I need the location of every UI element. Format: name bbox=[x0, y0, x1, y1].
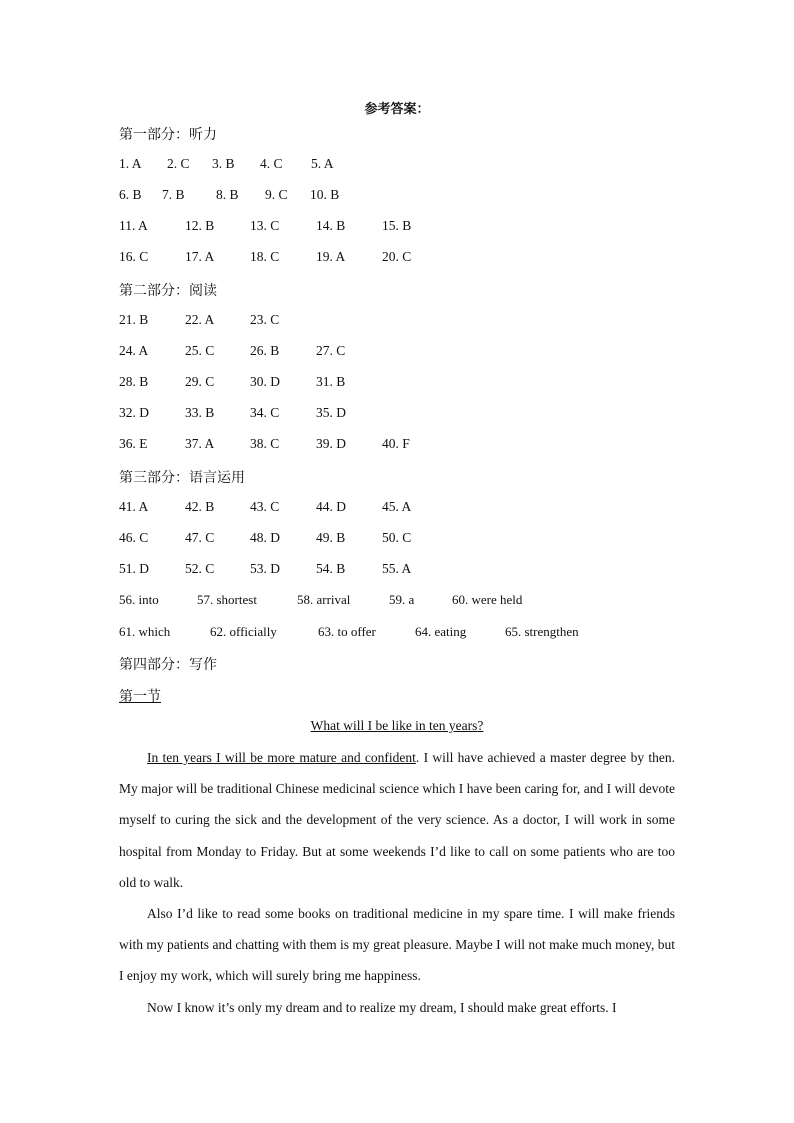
answer-item: 48. D bbox=[250, 530, 280, 545]
answer-item: 46. C bbox=[119, 530, 149, 545]
answer-item: 10. B bbox=[310, 187, 340, 202]
part4-heading: 第四部分：写作 bbox=[119, 657, 217, 673]
answer-item: 13. C bbox=[250, 218, 280, 233]
answer-item: 49. B bbox=[316, 530, 346, 545]
answer-item: 53. D bbox=[250, 561, 280, 576]
answer-item: 58. arrival bbox=[297, 592, 351, 607]
part1-heading: 第一部分：听力 bbox=[119, 127, 217, 143]
answer-item: 30. D bbox=[250, 374, 280, 389]
answer-item: 42. B bbox=[185, 499, 215, 514]
answer-item: 32. D bbox=[119, 405, 149, 420]
essay-paragraph-text: . I will have achieved a master degree by then. My major will be traditional Chinese medicinal science which I have been caring for, and I will devote myself to curing the sick and the development of the very science. As a doctor, I will work in some hospital from Monday to Friday. But at some weekends I’d like to call on some patients who are too old to walk. bbox=[119, 750, 676, 890]
answer-item: 27. C bbox=[316, 343, 346, 358]
answer-item: 52. C bbox=[185, 561, 215, 576]
answer-item: 63. to offer bbox=[318, 624, 376, 639]
answer-item: 65. strengthen bbox=[505, 624, 579, 639]
essay-paragraph: Also I’d like to read some books on traditional medicine in my spare time. I will make friends with my patients and chatting with them is my great pleasure. Maybe I will not make much money, but I enjoy my work, which will surely bring me happiness. bbox=[119, 906, 675, 984]
answer-item: 62. officially bbox=[210, 624, 277, 639]
answer-item: 24. A bbox=[119, 343, 149, 358]
part3-heading: 第三部分：语言运用 bbox=[119, 470, 245, 486]
answer-item: 47. C bbox=[185, 530, 215, 545]
essay-title: What will I be like in ten years? bbox=[310, 718, 484, 733]
answer-item: 12. B bbox=[185, 218, 215, 233]
answer-item: 64. eating bbox=[415, 624, 467, 639]
answer-item: 61. which bbox=[119, 624, 171, 639]
answer-item: 15. B bbox=[382, 218, 412, 233]
answer-item: 21. B bbox=[119, 312, 149, 327]
answer-item: 8. B bbox=[216, 187, 239, 202]
answer-item: 5. A bbox=[311, 156, 334, 171]
essay-paragraph bbox=[119, 742, 675, 898]
answer-item: 31. B bbox=[316, 374, 346, 389]
answer-item: 11. A bbox=[119, 218, 148, 233]
answer-item: 55. A bbox=[382, 561, 412, 576]
answer-item: 43. C bbox=[250, 499, 280, 514]
answer-item: 16. C bbox=[119, 249, 149, 264]
answer-item: 38. C bbox=[250, 436, 280, 451]
answer-item: 14. B bbox=[316, 218, 346, 233]
answer-item: 1. A bbox=[119, 156, 142, 171]
answer-item: 36. E bbox=[119, 436, 148, 451]
answer-item: 4. C bbox=[260, 156, 283, 171]
answer-item: 7. B bbox=[162, 187, 185, 202]
part2-heading: 第二部分：阅读 bbox=[119, 283, 217, 299]
answer-item: 17. A bbox=[185, 249, 215, 264]
answer-item: 18. C bbox=[250, 249, 280, 264]
answer-item: 29. C bbox=[185, 374, 215, 389]
answer-item: 28. B bbox=[119, 374, 149, 389]
answer-item: 33. B bbox=[185, 405, 215, 420]
answer-item: 20. C bbox=[382, 249, 412, 264]
answer-item: 26. B bbox=[250, 343, 280, 358]
answer-item: 35. D bbox=[316, 405, 346, 420]
answer-item: 34. C bbox=[250, 405, 280, 420]
answer-item: 56. into bbox=[119, 592, 159, 607]
answer-item: 41. A bbox=[119, 499, 149, 514]
answer-item: 19. A bbox=[316, 249, 346, 264]
essay-paragraph: Now I know it’s only my dream and to realize my dream, I should make great efforts. I bbox=[147, 999, 617, 1015]
essay-body bbox=[119, 742, 675, 1023]
answer-item: 3. B bbox=[212, 156, 235, 171]
answer-item: 44. D bbox=[316, 499, 346, 514]
answer-item: 23. C bbox=[250, 312, 280, 327]
page-title: 参考答案： bbox=[364, 102, 430, 117]
answer-item: 39. D bbox=[316, 436, 346, 451]
essay-opening-sentence: In ten years I will be more mature and confident bbox=[147, 750, 416, 765]
answer-item: 60. were held bbox=[452, 592, 523, 607]
answer-item: 25. C bbox=[185, 343, 215, 358]
answer-item: 57. shortest bbox=[197, 592, 257, 607]
answer-item: 59. a bbox=[389, 592, 415, 607]
answer-item: 54. B bbox=[316, 561, 346, 576]
section-label: 第一节 bbox=[119, 689, 161, 705]
answer-item: 2. C bbox=[167, 156, 190, 171]
answer-item: 22. A bbox=[185, 312, 215, 327]
answer-item: 45. A bbox=[382, 499, 412, 514]
answer-item: 9. C bbox=[265, 187, 288, 202]
answer-item: 51. D bbox=[119, 561, 149, 576]
answer-item: 40. F bbox=[382, 436, 410, 451]
answer-item: 37. A bbox=[185, 436, 215, 451]
answer-item: 50. C bbox=[382, 530, 412, 545]
answer-item: 6. B bbox=[119, 187, 142, 202]
